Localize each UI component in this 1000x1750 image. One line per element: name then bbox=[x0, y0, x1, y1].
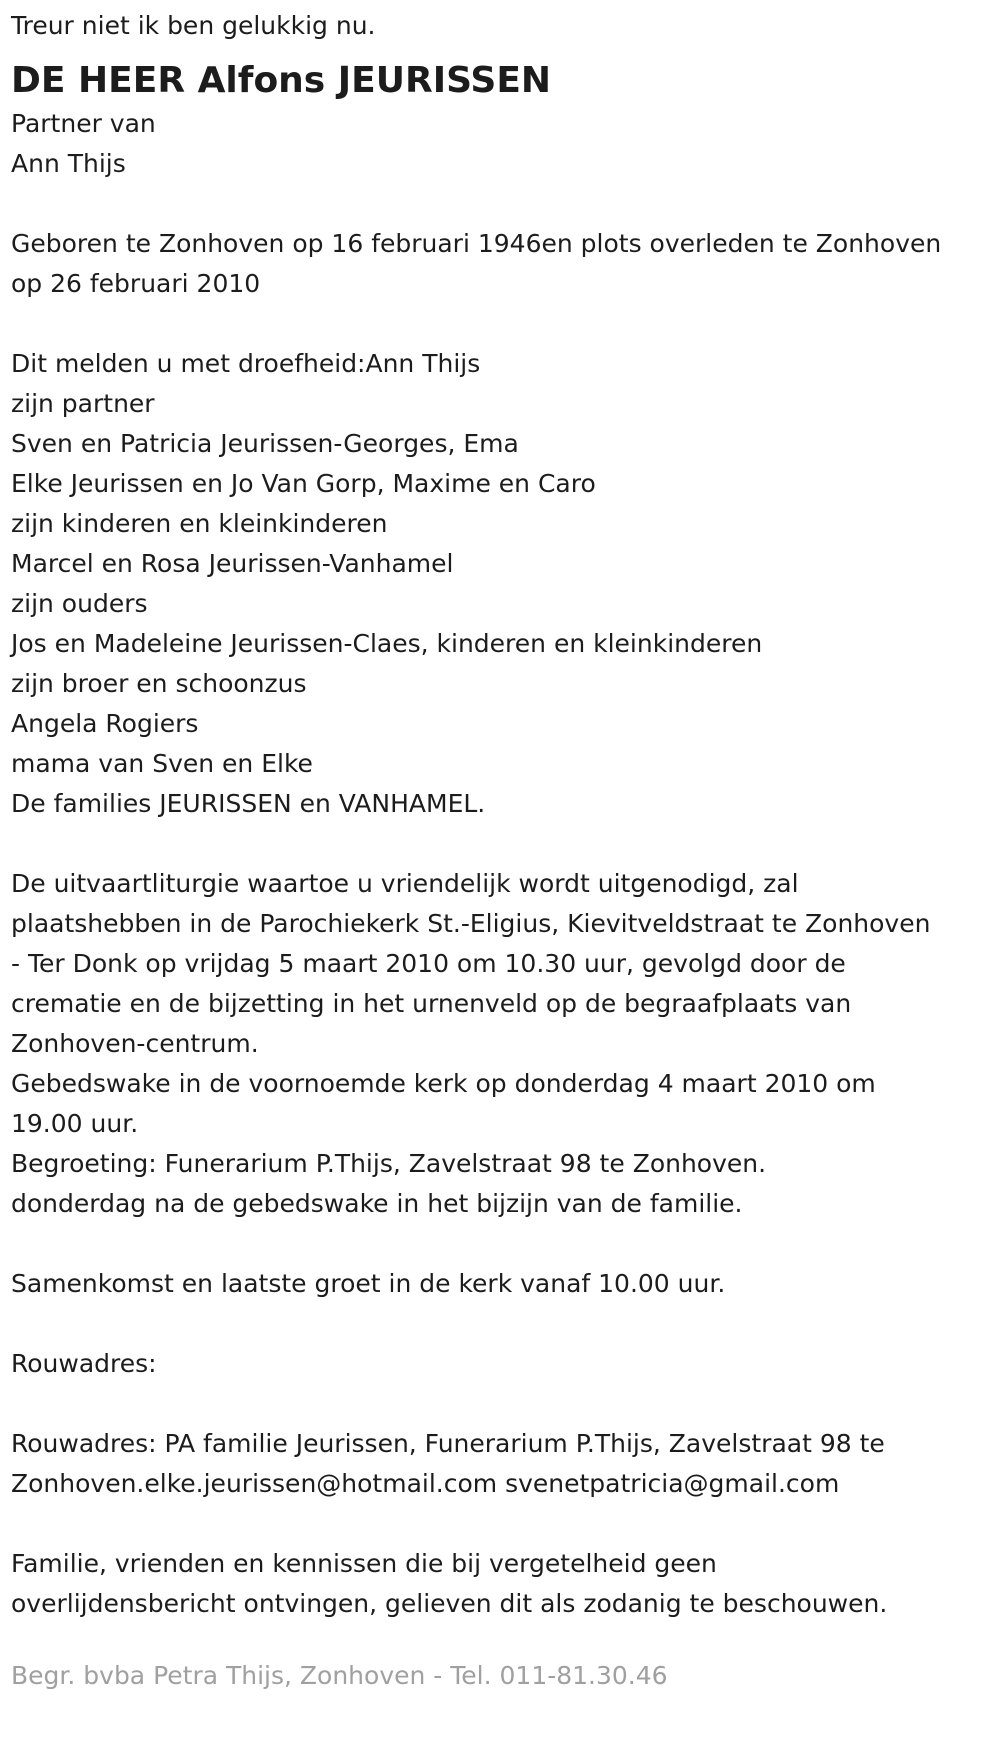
partner-name: Ann Thijs bbox=[11, 149, 126, 178]
ceremony-section bbox=[11, 864, 996, 1224]
address-label: Rouwadres: bbox=[11, 1349, 157, 1378]
address-section bbox=[11, 1424, 996, 1504]
deceased-name-heading: DE HEER Alfons JEURISSEN bbox=[11, 60, 552, 101]
family-line: zijn ouders bbox=[11, 589, 148, 618]
family-line: Elke Jeurissen en Jo Van Gorp, Maxime en Caro bbox=[11, 469, 596, 498]
family-line: De families JEURISSEN en VANHAMEL. bbox=[11, 789, 486, 818]
family-line: Marcel en Rosa Jeurissen-Vanhamel bbox=[11, 549, 454, 578]
family-line: Dit melden u met droefheid:Ann Thijs bbox=[11, 349, 481, 378]
closing-line: overlijdensbericht ontvingen, gelieven dit als zodanig te beschouwen. bbox=[11, 1589, 888, 1618]
ceremony-line: donderdag na de gebedswake in het bijzijn van de familie. bbox=[11, 1189, 743, 1218]
partner-label: Partner van bbox=[11, 109, 156, 138]
ceremony-line: Gebedswake in de voornoemde kerk op donderdag 4 maart 2010 om bbox=[11, 1069, 876, 1098]
address-line: Rouwadres: PA familie Jeurissen, Funerarium P.Thijs, Zavelstraat 98 te bbox=[11, 1429, 885, 1458]
ceremony-line: Begroeting: Funerarium P.Thijs, Zavelstraat 98 te Zonhoven. bbox=[11, 1149, 767, 1178]
family-section bbox=[11, 344, 996, 824]
funeral-home-footer: Begr. bvba Petra Thijs, Zonhoven - Tel. 011-81.30.46 bbox=[11, 1661, 668, 1690]
spacer bbox=[11, 1504, 996, 1544]
partner-section bbox=[11, 104, 996, 184]
address-line: Zonhoven.elke.jeurissen@hotmail.com svenetpatricia@gmail.com bbox=[11, 1469, 840, 1498]
opening-quote: Treur niet ik ben gelukkig nu. bbox=[11, 11, 376, 40]
ceremony-line: De uitvaartliturgie waartoe u vriendelijk wordt uitgenodigd, zal bbox=[11, 869, 799, 898]
ceremony-line: - Ter Donk op vrijdag 5 maart 2010 om 10.30 uur, gevolgd door de bbox=[11, 949, 846, 978]
obituary-notice bbox=[11, 6, 996, 1696]
family-line: Jos en Madeleine Jeurissen-Claes, kinderen en kleinkinderen bbox=[11, 629, 763, 658]
family-line: Angela Rogiers bbox=[11, 709, 199, 738]
spacer bbox=[11, 1304, 996, 1344]
family-line: zijn partner bbox=[11, 389, 155, 418]
spacer bbox=[11, 1384, 996, 1424]
ceremony-line: 19.00 uur. bbox=[11, 1109, 139, 1138]
family-line: Sven en Patricia Jeurissen-Georges, Ema bbox=[11, 429, 519, 458]
spacer bbox=[11, 304, 996, 344]
spacer bbox=[11, 824, 996, 864]
spacer bbox=[11, 1624, 996, 1656]
gathering-line: Samenkomst en laatste groet in de kerk vanaf 10.00 uur. bbox=[11, 1269, 726, 1298]
spacer bbox=[11, 1224, 996, 1264]
ceremony-line: crematie en de bijzetting in het urnenveld op de begraafplaats van bbox=[11, 989, 852, 1018]
birth-death-line: op 26 februari 2010 bbox=[11, 269, 261, 298]
ceremony-line: Zonhoven-centrum. bbox=[11, 1029, 259, 1058]
birth-death-section bbox=[11, 224, 996, 304]
ceremony-line: plaatshebben in de Parochiekerk St.-Eligius, Kievitveldstraat te Zonhoven bbox=[11, 909, 931, 938]
family-line: zijn broer en schoonzus bbox=[11, 669, 307, 698]
family-line: zijn kinderen en kleinkinderen bbox=[11, 509, 388, 538]
family-line: mama van Sven en Elke bbox=[11, 749, 313, 778]
spacer bbox=[11, 184, 996, 224]
closing-section bbox=[11, 1544, 996, 1624]
birth-death-line: Geboren te Zonhoven op 16 februari 1946en plots overleden te Zonhoven bbox=[11, 229, 942, 258]
closing-line: Familie, vrienden en kennissen die bij vergetelheid geen bbox=[11, 1549, 717, 1578]
